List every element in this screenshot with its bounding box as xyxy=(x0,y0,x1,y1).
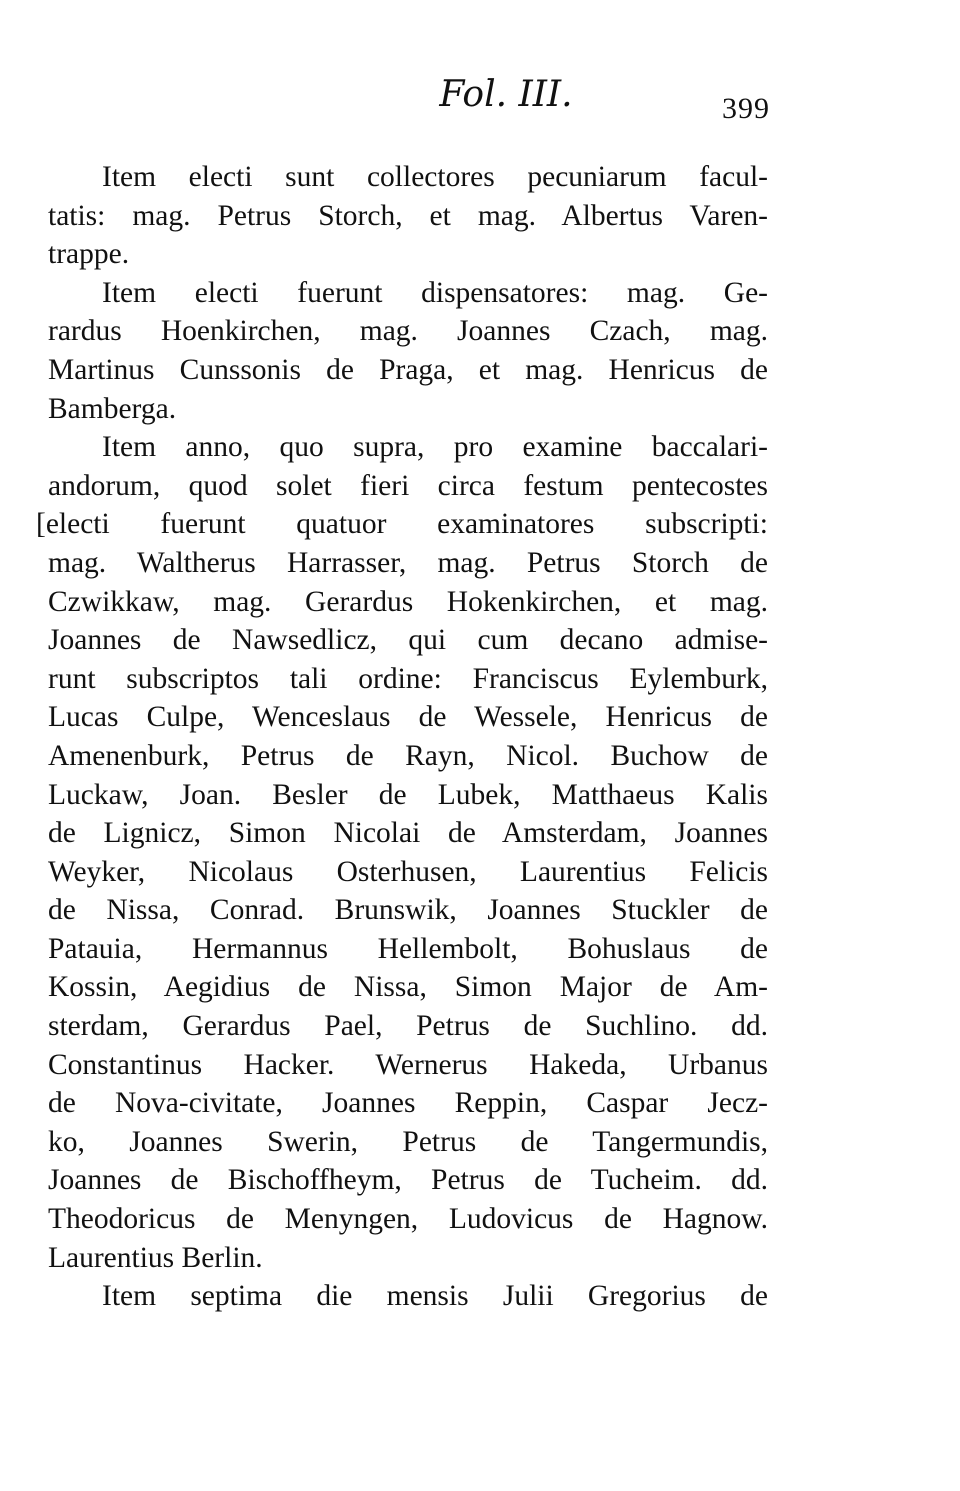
text-line: trappe. xyxy=(48,238,130,271)
body-text xyxy=(36,158,768,1316)
text-line: Laurentius Berlin. xyxy=(48,1241,263,1274)
text-line: Theodoricus de Menyngen, Ludovicus de Hagnow. xyxy=(48,1203,768,1236)
text-line: mag. Waltherus Harrasser, mag. Petrus Storch de xyxy=(48,546,768,579)
text-line: Constantinus Hacker. Wernerus Hakeda, Urbanus xyxy=(48,1048,768,1081)
text-line: de Lignicz, Simon Nicolai de Amsterdam, Joannes xyxy=(48,817,768,850)
text-line: Joannes de Nawsedlicz, qui cum decano admise- xyxy=(48,624,768,657)
text-line: runt subscriptos tali ordine: Franciscus Eylemburk, xyxy=(48,662,768,695)
text-line: Item anno, quo supra, pro examine baccalari- xyxy=(102,431,768,464)
text-line: Lucas Culpe, Wenceslaus de Wessele, Henricus de xyxy=(48,701,768,734)
text-line: sterdam, Gerardus Pael, Petrus de Suchlino. dd. xyxy=(48,1010,768,1043)
text-line: Weyker, Nicolaus Osterhusen, Laurentius Felicis xyxy=(48,855,768,888)
text-line: de Nissa, Conrad. Brunswik, Joannes Stuckler de xyxy=(48,894,768,927)
text-line: rardus Hoenkirchen, mag. Joannes Czach, mag. xyxy=(48,315,768,348)
text-line: Amenenburk, Petrus de Rayn, Nicol. Buchow de xyxy=(48,739,768,772)
page-header xyxy=(0,74,960,124)
text-line: Patauia, Hermannus Hellembolt, Bohuslaus de xyxy=(48,932,768,965)
text-line: Kossin, Aegidius de Nissa, Simon Major de Am- xyxy=(48,971,768,1004)
text-line: Item electi sunt collectores pecuniarum facul- xyxy=(102,161,768,193)
text-line: tatis: mag. Petrus Storch, et mag. Albertus Varen- xyxy=(48,199,768,232)
text-line: de Nova-civitate, Joannes Reppin, Caspar Jecz- xyxy=(48,1087,768,1120)
running-head: Fol. III. xyxy=(439,74,573,115)
text-line: Item septima die mensis Julii Gregorius de xyxy=(102,1280,768,1313)
text-line: andorum, quod solet fieri circa festum pentecostes xyxy=(48,469,768,502)
text-line: [electi fuerunt quatuor examinatores subscripti: xyxy=(36,508,768,541)
text-line: Luckaw, Joan. Besler de Lubek, Matthaeus Kalis xyxy=(48,778,768,811)
text-line: Czwikkaw, mag. Gerardus Hokenkirchen, et mag. xyxy=(48,585,768,618)
page-number: 399 xyxy=(722,92,770,125)
text-line: ko, Joannes Swerin, Petrus de Tangermundis, xyxy=(48,1125,768,1158)
text-line: Martinus Cunssonis de Praga, et mag. Henricus de xyxy=(48,353,768,386)
text-line: Joannes de Bischoffheym, Petrus de Tucheim. dd. xyxy=(48,1164,768,1197)
text-line: Bamberga. xyxy=(48,392,177,425)
text-line: Item electi fuerunt dispensatores: mag. Ge- xyxy=(102,276,768,309)
